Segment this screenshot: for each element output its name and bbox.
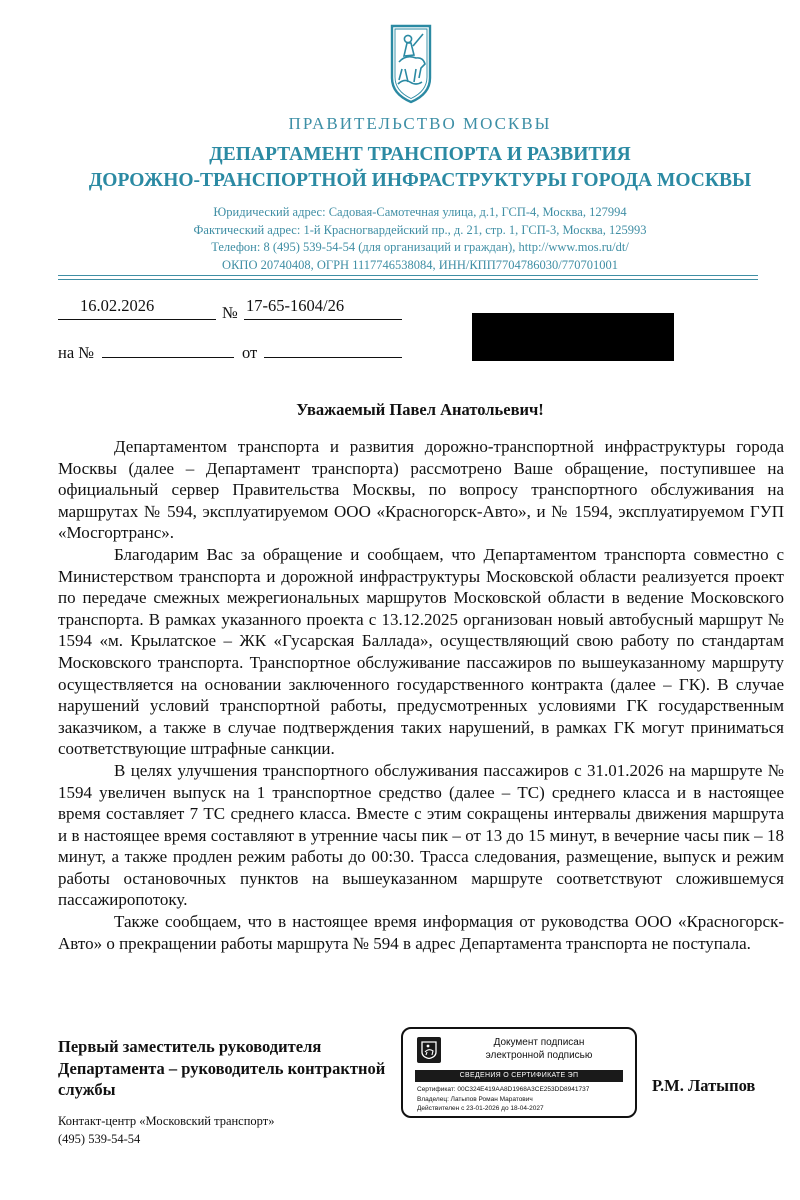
- contact-center-name: Контакт-центр «Московский транспорт»: [58, 1114, 275, 1128]
- number-underline: [244, 319, 402, 320]
- reference-label: на №: [58, 343, 95, 362]
- stamp-certificate-bar: СВЕДЕНИЯ О СЕРТИФИКАТЕ ЭП: [415, 1070, 623, 1082]
- paragraph-3: В целях улучшения транспортного обслуживания пассажиров с 31.01.2026 на маршруте № 1594 увеличен выпуск на 1 транспортное средство (далее – ТС) среднего класса и в настоящее время составляет 7 ТС среднего класса. Вместе с этим сокращены интервалы движения маршрута и в настоящее время составляют в утренние часы пик – от 13 до 15 минут, в вечерние часы пик – 18 минут, а также продлен режим работы до 00:30. Трасса следования, размещение, выпуск и режим работы остановочных пунктов на вышеуказанном маршруте соответствуют сложившемуся пассажиропотоку.: [58, 760, 784, 910]
- moscow-coat-of-arms-icon: [386, 22, 436, 104]
- department-title-line1: ДЕПАРТАМЕНТ ТРАНСПОРТА И РАЗВИТИЯ: [209, 144, 631, 165]
- stamp-certificate: Сертификат: 00C324E419AA8D1968A3CE253DD8941737: [417, 1086, 590, 1093]
- actual-address: Фактический адрес: 1-й Красногвардейский пр., д. 21, стр. 1, ГСП-3, Москва, 125993: [193, 222, 647, 237]
- stamp-line2: электронной подписью: [485, 1050, 593, 1061]
- contact-center: [58, 1112, 274, 1148]
- legal-address: Юридический адрес: Садовая-Самотечная улица, д.1, ГСП-4, Москва, 127994: [213, 205, 627, 219]
- paragraph-4: Также сообщаем, что в настоящее время информация от руководства ООО «Красногорск-Авто» о прекращении работы маршрута № 594 в адрес Департамента транспорта не поступала.: [58, 912, 784, 953]
- signer-title: Первый заместитель руководителя Департамента – руководитель контрактной службы: [58, 1037, 386, 1099]
- letterhead-addresses: [0, 204, 800, 274]
- government-title: ПРАВИТЕЛЬСТВО МОСКВЫ: [288, 114, 552, 133]
- stamp-owner: Владелец: Латыпов Роман Маратович: [417, 1095, 533, 1103]
- stamp-certificate-info: [417, 1085, 589, 1114]
- department-title-line2: ДОРОЖНО-ТРАНСПОРТНОЙ ИНФРАСТРУКТУРЫ ГОРОДА МОСКВЫ: [88, 170, 752, 191]
- phone-line: Телефон: 8 (495) 539-54-54 (для организаций и граждан), http://www.mos.ru/dt/: [211, 240, 629, 254]
- department-title: [0, 142, 800, 194]
- greeting: Уважаемый Павел Анатольевич!: [296, 400, 544, 419]
- number-label: №: [222, 303, 238, 322]
- outgoing-date: 16.02.2026: [80, 296, 155, 315]
- letter-body: [58, 436, 784, 954]
- signer-name: Р.М. Латыпов: [652, 1076, 756, 1095]
- stamp-heading: [449, 1036, 629, 1062]
- redacted-recipient: [472, 313, 674, 361]
- stamp-line1: Документ подписан: [493, 1037, 585, 1048]
- paragraph-2: Благодарим Вас за обращение и сообщаем, что Департаментом транспорта совместно с Министерством транспорта и дорожной инфраструктуры Московской области реализуется проект по передаче смежных межрегиональных маршрутов Московской области в ведение Московского транспорта. В рамках указанного проекта с 13.12.2025 организован новый автобусный маршрут № 1594 «м. Крылатское – ЖК «Гусарская Баллада», осуществляющий свою работу по стандартам Московского транспорта. Транспортное обслуживание пассажиров по вышеуказанному маршруту осуществляется на основании заключенного государственного контракта (далее – ГК). В случае нарушений условий транспортной работы, предусмотренных условиями ГК государственным заказчиком, а также в случае подтверждения таких нарушений, в рамках ГК могут приниматься соответствующие штрафные санкции.: [58, 544, 784, 759]
- contact-center-phone: (495) 539-54-54: [58, 1132, 141, 1146]
- letterhead-divider-top: [58, 275, 758, 276]
- letterhead-divider-bottom: [58, 279, 758, 280]
- outgoing-number: 17-65-1604/26: [246, 296, 345, 315]
- reference-underline: [102, 357, 234, 358]
- paragraph-1: Департаментом транспорта и развития дорожно-транспортной инфраструктуры города Москвы (далее – Департамент транспорта) рассмотрено Ваше обращение, поступившее на официальный сервер Правительства Москвы, по вопросу транспортного обслуживания на маршрутах № 594, эксплуатируемом ООО «Красногорск-Авто», и № 1594, эксплуатируемом ГУП «Мосгортранс».: [58, 437, 784, 543]
- from-label: от: [242, 343, 258, 362]
- electronic-signature-stamp: [401, 1027, 637, 1118]
- registry-codes: ОКПО 20740408, ОГРН 1117746538084, ИНН/КПП7704786030/770701001: [222, 257, 618, 272]
- moscow-emblem-icon: [417, 1037, 441, 1063]
- stamp-validity: Действителен с 23-01-2026 до 18-04-2027: [417, 1105, 544, 1113]
- from-underline: [264, 357, 402, 358]
- date-underline: [58, 319, 216, 320]
